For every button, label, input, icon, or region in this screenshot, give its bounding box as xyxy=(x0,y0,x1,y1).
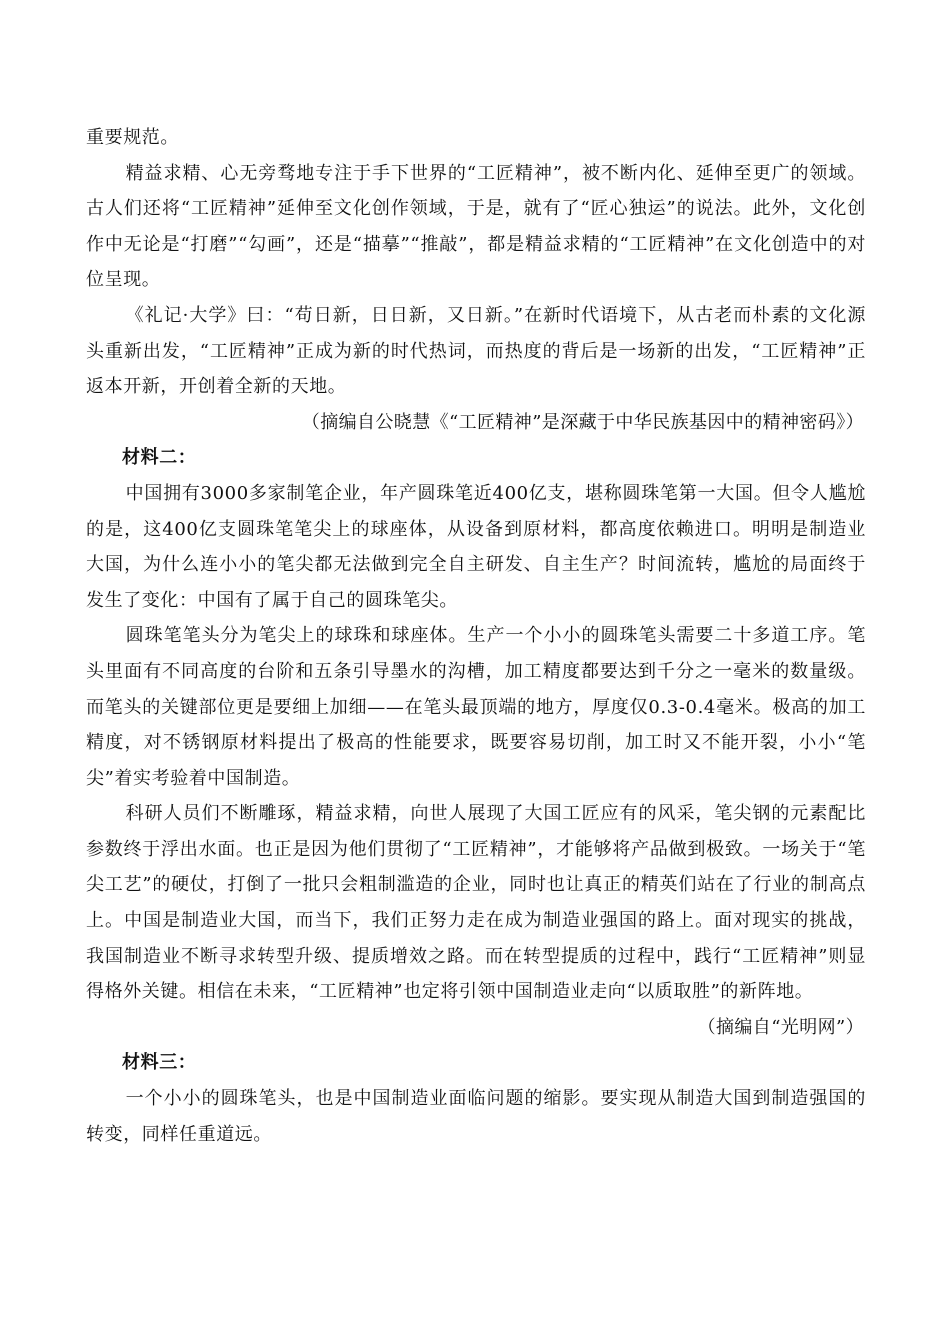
material2-paragraph-1: 中国拥有3000多家制笔企业，年产圆珠笔近400亿支，堪称圆珠笔第一大国。但令人尴尬的是，这400亿支圆珠笔笔尖上的球座体，从设备到原材料，都高度依赖进口。明明是制造业大国，为什么连小小的笔尖都无法做到完全自主研发、自主生产？时间流转，尴尬的局面终于发生了变化：中国有了属于自己的圆珠笔尖。 xyxy=(86,482,866,611)
material3-heading: 材料三： xyxy=(122,1052,197,1074)
material2-paragraph-2: 圆珠笔笔头分为笔尖上的球珠和球座体。生产一个小小的圆珠笔头需要二十多道工序。笔头里面有不同高度的台阶和五条引导墨水的沟槽，加工精度都要达到千分之一毫米的数量级。而笔头的关键部位更是要细上加细——在笔头最顶端的地方，厚度仅0.3-0.4毫米。极高的加工精度，对不锈钢原材料提出了极高的性能要求，既要容易切削，加工时又不能开裂，小小“笔尖”着实考验着中国制造。 xyxy=(86,625,866,789)
material1-paragraph-1: 精益求精、心无旁骛地专注于手下世界的“工匠精神”，被不断内化、延伸至更广的领域。古人们还将“工匠精神”延伸至文化创作领域，于是，就有了“匠心独运”的说法。此外，文化创作中无论是“打磨”“勾画”，还是“描摹”“推敲”，都是精益求精的“工匠精神”在文化创造中的对位呈现。 xyxy=(86,162,866,291)
material2-paragraph-3: 科研人员们不断雕琢，精益求精，向世人展现了大国工匠应有的风采，笔尖钢的元素配比参数终于浮出水面。也正是因为他们贯彻了“工匠精神”，才能够将产品做到极致。一场关于“笔尖工艺”的硬仗，打倒了一批只会粗制滥造的企业，同时也让真正的精英们站在了行业的制高点上。中国是制造业大国，而当下，我们正努力走在成为制造业强国的路上。面对现实的挑战，我国制造业不断寻求转型升级、提质增效之路。而在转型提质的过程中，践行“工匠精神”则显得格外关键。相信在未来，“工匠精神”也定将引领中国制造业走向“以质取胜”的新阵地。 xyxy=(86,803,866,1003)
document-page xyxy=(86,120,866,1152)
material1-paragraph-2: 《礼记·大学》曰：“苟日新，日日新，又日新。”在新时代语境下，从古老而朴素的文化源头重新出发，“工匠精神”正成为新的时代热词，而热度的背后是一场新的出发，“工匠精神”正返本开新，开创着全新的天地。 xyxy=(86,304,866,398)
material1-source: （摘编自公晓慧《“工匠精神”是深藏于中华民族基因中的精神密码》） xyxy=(301,411,864,433)
intro-fragment: 重要规范。 xyxy=(86,127,179,148)
material2-source: （摘编自“光明网”） xyxy=(697,1016,864,1038)
material3-paragraph-1: 一个小小的圆珠笔头，也是中国制造业面临问题的缩影。要实现从制造大国到制造强国的转变，同样任重道远。 xyxy=(86,1088,866,1145)
material2-heading: 材料二： xyxy=(122,447,197,469)
